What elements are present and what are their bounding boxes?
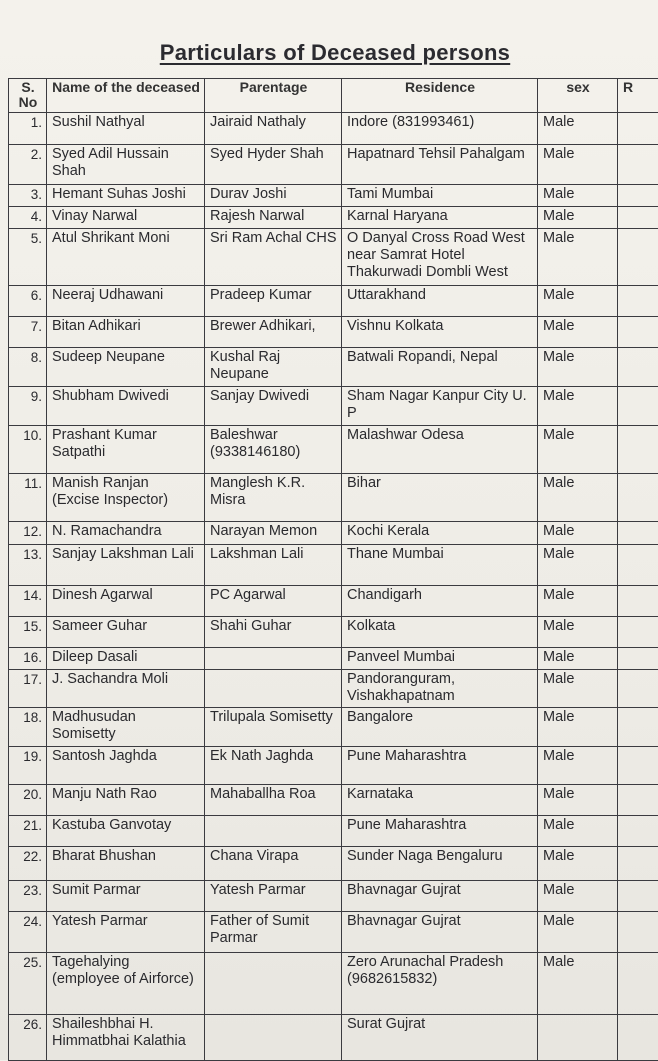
- table-row: [9, 816, 658, 847]
- cell-name: Bharat Bhushan: [47, 847, 205, 881]
- cell-residence: Uttarakhand: [342, 286, 538, 317]
- cell-name: Manju Nath Rao: [47, 785, 205, 816]
- table-row: [9, 145, 658, 185]
- cell-remarks: [618, 747, 658, 785]
- cell-sex: Male: [538, 953, 618, 1015]
- cell-name: Neeraj Udhawani: [47, 286, 205, 317]
- cell-remarks: [618, 317, 658, 348]
- cell-name: Sanjay Lakshman Lali: [47, 545, 205, 586]
- table-header-row: [9, 79, 658, 113]
- cell-sex: Male: [538, 286, 618, 317]
- table-row: [9, 847, 658, 881]
- table-row: [9, 708, 658, 747]
- cell-parentage: Sanjay Dwivedi: [205, 387, 342, 426]
- cell-sno: 22.: [9, 847, 47, 881]
- cell-sex: Male: [538, 545, 618, 586]
- cell-name: Yatesh Parmar: [47, 912, 205, 953]
- cell-remarks: [618, 708, 658, 747]
- table-row: [9, 545, 658, 586]
- cell-residence: Bihar: [342, 474, 538, 522]
- cell-residence: Zero Arunachal Pradesh (9682615832): [342, 953, 538, 1015]
- cell-parentage: Shahi Guhar: [205, 617, 342, 648]
- cell-parentage: Jairaid Nathaly: [205, 113, 342, 145]
- cell-remarks: [618, 670, 658, 708]
- table-row: [9, 617, 658, 648]
- cell-remarks: [618, 522, 658, 545]
- cell-sno: 11.: [9, 474, 47, 522]
- cell-residence: Kochi Kerala: [342, 522, 538, 545]
- cell-sno: 7.: [9, 317, 47, 348]
- cell-residence: Surat Gujrat: [342, 1015, 538, 1061]
- table-row: [9, 348, 658, 387]
- cell-residence: O Danyal Cross Road West near Samrat Hotel Thakurwadi Dombli West: [342, 229, 538, 286]
- cell-sno: 2.: [9, 145, 47, 185]
- cell-sex: Male: [538, 785, 618, 816]
- cell-name: Hemant Suhas Joshi: [47, 185, 205, 207]
- cell-parentage: Chana Virapa: [205, 847, 342, 881]
- table-row: [9, 185, 658, 207]
- cell-residence: Vishnu Kolkata: [342, 317, 538, 348]
- cell-sno: 4.: [9, 207, 47, 229]
- cell-parentage: Yatesh Parmar: [205, 881, 342, 912]
- table-row: [9, 426, 658, 474]
- cell-sex: Male: [538, 586, 618, 617]
- cell-remarks: [618, 387, 658, 426]
- cell-sex: Male: [538, 912, 618, 953]
- cell-name: Manish Ranjan (Excise Inspector): [47, 474, 205, 522]
- cell-sno: 24.: [9, 912, 47, 953]
- cell-sex: Male: [538, 317, 618, 348]
- cell-name: Madhusudan Somisetty: [47, 708, 205, 747]
- cell-sex: Male: [538, 617, 618, 648]
- cell-sno: 13.: [9, 545, 47, 586]
- header-name: Name of the deceased: [47, 79, 205, 113]
- cell-parentage: Manglesh K.R. Misra: [205, 474, 342, 522]
- cell-name: Prashant Kumar Satpathi: [47, 426, 205, 474]
- cell-sex: Male: [538, 670, 618, 708]
- cell-sex: Male: [538, 348, 618, 387]
- table-row: [9, 522, 658, 545]
- cell-sex: Male: [538, 387, 618, 426]
- cell-remarks: [618, 113, 658, 145]
- cell-sex: Male: [538, 747, 618, 785]
- cell-sno: 26.: [9, 1015, 47, 1061]
- cell-remarks: [618, 881, 658, 912]
- cell-residence: Malashwar Odesa: [342, 426, 538, 474]
- cell-remarks: [618, 229, 658, 286]
- cell-sno: 5.: [9, 229, 47, 286]
- cell-sno: 9.: [9, 387, 47, 426]
- header-remarks: R: [618, 79, 658, 113]
- cell-sno: 19.: [9, 747, 47, 785]
- table-row: [9, 286, 658, 317]
- header-sno: S. No: [9, 79, 47, 113]
- cell-sno: 21.: [9, 816, 47, 847]
- cell-parentage: [205, 816, 342, 847]
- cell-sno: 8.: [9, 348, 47, 387]
- cell-residence: Batwali Ropandi, Nepal: [342, 348, 538, 387]
- cell-residence: Karnal Haryana: [342, 207, 538, 229]
- cell-residence: Pune Maharashtra: [342, 747, 538, 785]
- cell-sno: 3.: [9, 185, 47, 207]
- cell-name: N. Ramachandra: [47, 522, 205, 545]
- cell-sno: 15.: [9, 617, 47, 648]
- cell-parentage: Mahaballha Roa: [205, 785, 342, 816]
- cell-residence: Kolkata: [342, 617, 538, 648]
- cell-residence: Bhavnagar Gujrat: [342, 912, 538, 953]
- cell-residence: Sunder Naga Bengaluru: [342, 847, 538, 881]
- table-row: [9, 648, 658, 670]
- cell-name: Sameer Guhar: [47, 617, 205, 648]
- cell-parentage: Trilupala Somisetty: [205, 708, 342, 747]
- cell-sno: 18.: [9, 708, 47, 747]
- cell-sex: Male: [538, 648, 618, 670]
- cell-residence: Bangalore: [342, 708, 538, 747]
- cell-remarks: [618, 816, 658, 847]
- cell-parentage: [205, 953, 342, 1015]
- table-row: [9, 387, 658, 426]
- cell-remarks: [618, 617, 658, 648]
- cell-remarks: [618, 953, 658, 1015]
- page-title: Particulars of Deceased persons: [0, 40, 658, 66]
- cell-sex: Male: [538, 522, 618, 545]
- cell-parentage: Rajesh Narwal: [205, 207, 342, 229]
- cell-sex: Male: [538, 881, 618, 912]
- cell-parentage: Syed Hyder Shah: [205, 145, 342, 185]
- table-row: [9, 670, 658, 708]
- table-row: [9, 474, 658, 522]
- cell-sex: Male: [538, 708, 618, 747]
- cell-sex: Male: [538, 113, 618, 145]
- cell-name: Shubham Dwivedi: [47, 387, 205, 426]
- cell-name: Shaileshbhai H. Himmatbhai Kalathia: [47, 1015, 205, 1061]
- cell-parentage: Father of Sumit Parmar: [205, 912, 342, 953]
- cell-name: Sudeep Neupane: [47, 348, 205, 387]
- table-row: [9, 207, 658, 229]
- cell-residence: Indore (831993461): [342, 113, 538, 145]
- cell-sno: 17.: [9, 670, 47, 708]
- cell-remarks: [618, 185, 658, 207]
- cell-name: Atul Shrikant Moni: [47, 229, 205, 286]
- table-row: [9, 785, 658, 816]
- cell-residence: Pandoranguram, Vishakhapatnam: [342, 670, 538, 708]
- cell-remarks: [618, 648, 658, 670]
- cell-sno: 12.: [9, 522, 47, 545]
- cell-remarks: [618, 348, 658, 387]
- cell-name: Vinay Narwal: [47, 207, 205, 229]
- table-body: [9, 113, 658, 1061]
- table-row: [9, 586, 658, 617]
- cell-residence: Hapatnard Tehsil Pahalgam: [342, 145, 538, 185]
- table-row: [9, 229, 658, 286]
- table-row: [9, 881, 658, 912]
- cell-sno: 1.: [9, 113, 47, 145]
- deceased-table: [8, 78, 658, 1061]
- table-row: [9, 317, 658, 348]
- cell-parentage: Narayan Memon: [205, 522, 342, 545]
- cell-sno: 20.: [9, 785, 47, 816]
- cell-sno: 14.: [9, 586, 47, 617]
- cell-parentage: Pradeep Kumar: [205, 286, 342, 317]
- cell-parentage: Kushal Raj Neupane: [205, 348, 342, 387]
- table-row: [9, 1015, 658, 1061]
- cell-remarks: [618, 1015, 658, 1061]
- cell-remarks: [618, 474, 658, 522]
- cell-remarks: [618, 785, 658, 816]
- header-sex: sex: [538, 79, 618, 113]
- cell-sno: 25.: [9, 953, 47, 1015]
- cell-sex: Male: [538, 474, 618, 522]
- cell-residence: Bhavnagar Gujrat: [342, 881, 538, 912]
- cell-parentage: [205, 1015, 342, 1061]
- cell-remarks: [618, 426, 658, 474]
- cell-name: J. Sachandra Moli: [47, 670, 205, 708]
- cell-name: Sumit Parmar: [47, 881, 205, 912]
- cell-name: Bitan Adhikari: [47, 317, 205, 348]
- cell-parentage: [205, 648, 342, 670]
- cell-sno: 23.: [9, 881, 47, 912]
- cell-sex: [538, 1015, 618, 1061]
- cell-residence: Panveel Mumbai: [342, 648, 538, 670]
- cell-parentage: PC Agarwal: [205, 586, 342, 617]
- cell-sex: Male: [538, 145, 618, 185]
- cell-name: Santosh Jaghda: [47, 747, 205, 785]
- cell-sex: Male: [538, 847, 618, 881]
- header-residence: Residence: [342, 79, 538, 113]
- cell-residence: Chandigarh: [342, 586, 538, 617]
- cell-sno: 6.: [9, 286, 47, 317]
- table-row: [9, 747, 658, 785]
- table-row: [9, 912, 658, 953]
- cell-sex: Male: [538, 185, 618, 207]
- cell-residence: Karnataka: [342, 785, 538, 816]
- cell-remarks: [618, 286, 658, 317]
- cell-name: Sushil Nathyal: [47, 113, 205, 145]
- cell-sex: Male: [538, 229, 618, 286]
- cell-sex: Male: [538, 207, 618, 229]
- cell-parentage: [205, 670, 342, 708]
- cell-remarks: [618, 912, 658, 953]
- cell-sex: Male: [538, 426, 618, 474]
- cell-parentage: Brewer Adhikari,: [205, 317, 342, 348]
- cell-name: Dinesh Agarwal: [47, 586, 205, 617]
- cell-parentage: Ek Nath Jaghda: [205, 747, 342, 785]
- cell-residence: Tami Mumbai: [342, 185, 538, 207]
- cell-remarks: [618, 545, 658, 586]
- cell-remarks: [618, 586, 658, 617]
- cell-residence: Sham Nagar Kanpur City U. P: [342, 387, 538, 426]
- table-row: [9, 113, 658, 145]
- cell-parentage: Baleshwar (9338146180): [205, 426, 342, 474]
- cell-remarks: [618, 847, 658, 881]
- cell-residence: Pune Maharashtra: [342, 816, 538, 847]
- cell-residence: Thane Mumbai: [342, 545, 538, 586]
- cell-sex: Male: [538, 816, 618, 847]
- cell-sno: 10.: [9, 426, 47, 474]
- header-parentage: Parentage: [205, 79, 342, 113]
- cell-remarks: [618, 207, 658, 229]
- cell-parentage: Lakshman Lali: [205, 545, 342, 586]
- table-row: [9, 953, 658, 1015]
- cell-parentage: Sri Ram Achal CHS: [205, 229, 342, 286]
- cell-name: Syed Adil Hussain Shah: [47, 145, 205, 185]
- cell-name: Tagehalying (employee of Airforce): [47, 953, 205, 1015]
- cell-name: Kastuba Ganvotay: [47, 816, 205, 847]
- cell-remarks: [618, 145, 658, 185]
- cell-name: Dileep Dasali: [47, 648, 205, 670]
- cell-parentage: Durav Joshi: [205, 185, 342, 207]
- cell-sno: 16.: [9, 648, 47, 670]
